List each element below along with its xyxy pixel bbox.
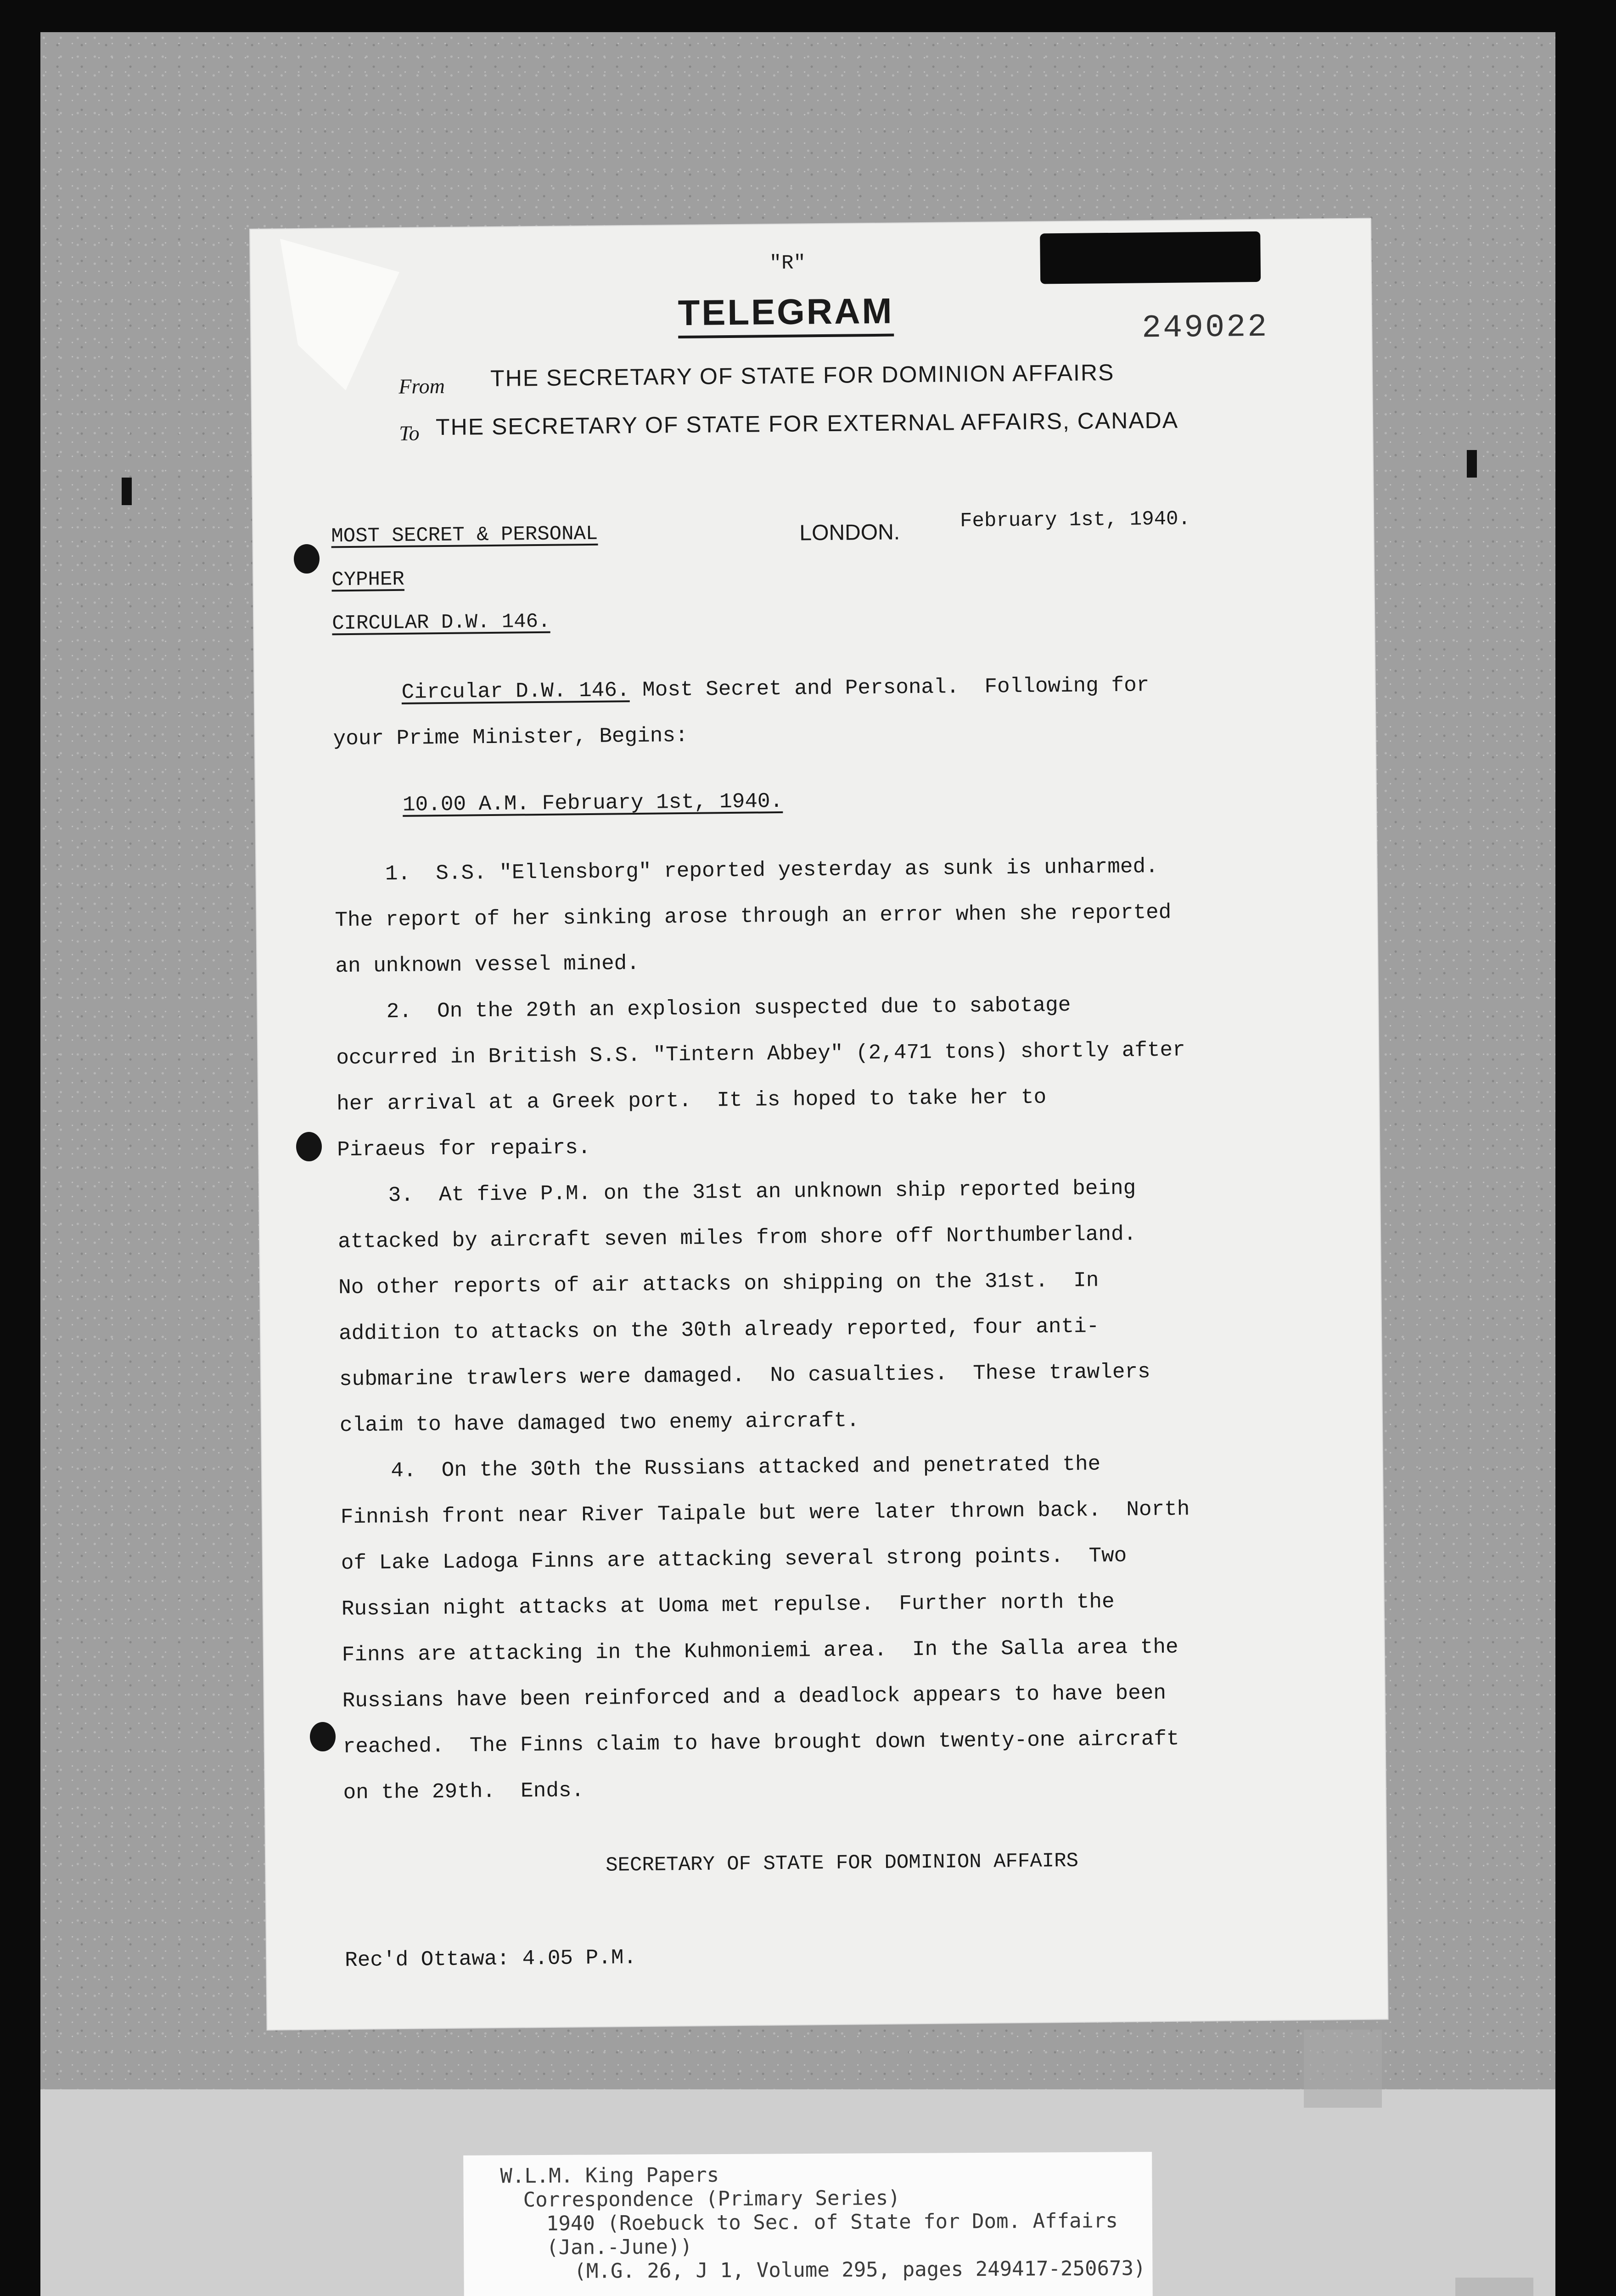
punch-hole [296, 1132, 322, 1161]
redaction-block [1040, 231, 1261, 284]
body-line: reached. The Finns claim to have brought down twenty-one aircraft [342, 1727, 1179, 1759]
index-card [463, 2152, 1153, 2296]
to-label: To [399, 421, 420, 445]
body-line: submarine trawlers were damaged. No casualties. These trawlers [339, 1360, 1150, 1392]
registration-mark [122, 478, 132, 505]
circular-number: CIRCULAR D.W. 146. [332, 610, 550, 636]
intro-line-2: your Prime Minister, Begins: [333, 723, 688, 751]
date: February 1st, 1940. [960, 507, 1191, 533]
telegram-sheet [250, 219, 1388, 2030]
body-line: of Lake Ladoga Finns are attacking several strong points. Two [341, 1543, 1127, 1576]
body-line: an unknown vessel mined. [335, 951, 640, 979]
tape-strip [1455, 2278, 1533, 2296]
body-line: 2. On the 29th an explosion suspected due to sabotage [336, 993, 1071, 1024]
body-line: Piraeus for repairs. [337, 1135, 591, 1162]
body-line: 3. At five P.M. on the 31st an unknown ship reported being [337, 1176, 1136, 1208]
punch-hole [310, 1722, 336, 1751]
from-text: THE SECRETARY OF STATE FOR DOMINION AFFAIRS [490, 359, 1115, 391]
index-line: (M.G. 26, J 1, Volume 295, pages 249417-250673) [574, 2257, 1146, 2283]
time-heading: 10.00 A.M. February 1st, 1940. [402, 789, 783, 817]
index-line: W.L.M. King Papers [500, 2163, 719, 2188]
security-classification: MOST SECRET & PERSONAL [331, 522, 598, 548]
place: LONDON. [799, 520, 900, 546]
document-number: 249022 [1141, 309, 1269, 347]
cipher-label: CYPHER [331, 568, 405, 592]
body-line: Russian night attacks at Uoma met repulse. Further north the [341, 1590, 1115, 1621]
signature: SECRETARY OF STATE FOR DOMINION AFFAIRS [605, 1849, 1079, 1877]
body-line: addition to attacks on the 30th already reported, four anti- [338, 1314, 1100, 1346]
index-line: 1940 (Roebuck to Sec. of State for Dom. Affairs [546, 2209, 1118, 2235]
intro-reference: Circular D.W. 146. [401, 678, 630, 704]
classification-mark: "R" [769, 252, 806, 276]
registration-mark [1467, 450, 1477, 478]
punch-hole [294, 544, 320, 574]
index-line: (Jan.-June)) [546, 2235, 693, 2259]
body-line: 1. S.S. "Ellensborg" reported yesterday as sunk is unharmed. [334, 855, 1158, 887]
body-line: 4. On the 30th the Russians attacked and penetrated the [340, 1452, 1101, 1484]
body-line: claim to have damaged two enemy aircraft. [339, 1408, 860, 1438]
body-line: occurred in British S.S. "Tintern Abbey" (2,471 tons) shortly after [336, 1038, 1186, 1070]
body-line: The report of her sinking arose through an error when she reported [335, 900, 1172, 933]
index-line: Correspondence (Primary Series) [523, 2186, 900, 2212]
to-text: THE SECRETARY OF STATE FOR EXTERNAL AFFAIRS, CANADA [435, 407, 1179, 440]
body-line: attacked by aircraft seven miles from shore off Northumberland. [337, 1222, 1137, 1254]
body-line: Finns are attacking in the Kuhmoniemi area. In the Salla area the [342, 1635, 1178, 1667]
body-line: on the 29th. Ends. [343, 1778, 584, 1805]
from-label: From [398, 374, 445, 398]
received-stamp: Rec'd Ottawa: 4.05 P.M. [344, 1946, 637, 1973]
tape-strip [1304, 2030, 1382, 2108]
intro-line [401, 673, 1149, 704]
intro-rest: Most Secret and Personal. Following for [629, 673, 1150, 703]
body-line: No other reports of air attacks on shipping on the 31st. In [338, 1268, 1099, 1300]
body-line: her arrival at a Greek port. It is hoped to take her to [337, 1085, 1047, 1116]
telegram-title: TELEGRAM [678, 290, 894, 339]
body-line: Russians have been reinforced and a deadlock appears to have been [342, 1681, 1167, 1713]
body-line: Finnish front near River Taipale but were later thrown back. North [340, 1497, 1190, 1530]
